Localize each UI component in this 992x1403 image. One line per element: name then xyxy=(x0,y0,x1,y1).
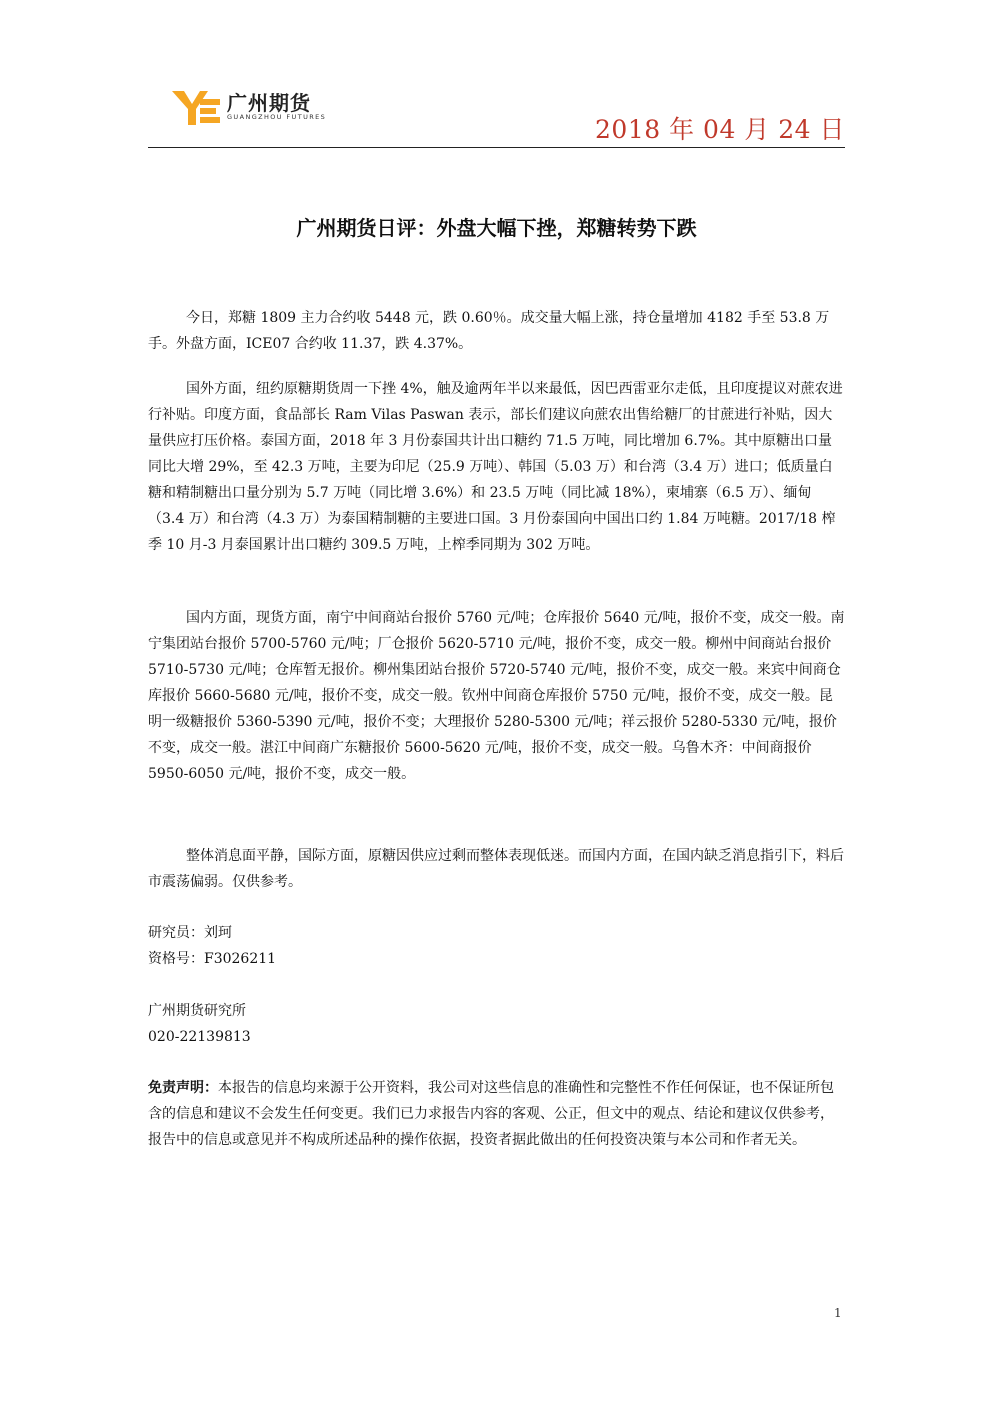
researcher-name: 研究员：刘珂 xyxy=(148,925,232,941)
logo-english-name: GUANGZHOU FUTURES xyxy=(227,113,327,121)
page-number: 1 xyxy=(834,1306,842,1320)
company-logo xyxy=(170,85,370,130)
page-header xyxy=(148,85,845,148)
paragraph-outlook: 整体消息面平静，国际方面，原糖因供应过剩而整体表现低迷。而国内方面，在国内缺乏消息指引下，料后市震荡偏弱。仅供参考。 xyxy=(148,848,844,890)
disclaimer xyxy=(148,1075,845,1153)
paragraph-overseas: 国外方面，纽约原糖期货周一下挫 4%，触及逾两年半以来最低，因巴西雷亚尔走低，且印度提议对蔗农进行补贴。印度方面，食品部长 Ram Vilas Paswan 表示，部长们建议向蔗农出售给糖厂的甘蔗进行补贴，因大量供应打压价格。泰国方面，2018 年 3 月份泰国共计出口糖约 71.5 万吨，同比增加 6.7%。其中原糖出口量同比大增 29%，至 42.3 万吨，主要为印尼（25.9 万吨）、韩国（5.03 万）和台湾（3.4 万）进口；低质量白糖和精制糖出口量分别为 5.7 万吨（同比增 3.6%）和 23.5 万吨（同比减 18%），柬埔寨（6.5 万）、缅甸（3.4 万）和台湾（4.3 万）为泰国精制糖的主要进口国。3 月份泰国向中国出口约 1.84 万吨糖。2017/18 榨季 10 月-3 月泰国累计出口糖约 309.5 万吨，上榨季同期为 302 万吨。 xyxy=(148,381,843,553)
disclaimer-label: 免责声明： xyxy=(148,1080,218,1096)
disclaimer-text: 本报告的信息均来源于公开资料，我公司对这些信息的准确性和完整性不作任何保证，也不保证所包含的信息和建议不会发生任何变更。我们已力求报告内容的客观、公正，但文中的观点、结论和建议仅供参考，报告中的信息或意见并不构成所述品种的操作依据，投资者据此做出的任何投资决策与本公司和作者无关。 xyxy=(148,1080,834,1148)
institute-phone: 020-22139813 xyxy=(148,1029,251,1045)
report-date: 2018 年 04 月 24 日 xyxy=(595,115,845,144)
paragraph-domestic-spot: 国内方面，现货方面，南宁中间商站台报价 5760 元/吨；仓库报价 5640 元/吨，报价不变，成交一般。南宁集团站台报价 5700-5760 元/吨；厂仓报价 5620-5710 元/吨，报价不变，成交一般。柳州中间商站台报价 5710-5730 元/吨；仓库暂无报价。柳州集团站台报价 5720-5740 元/吨，报价不变，成交一般。来宾中间商仓库报价 5660-5680 元/吨，报价不变，成交一般。钦州中间商仓库报价 5750 元/吨，报价不变，成交一般。昆明一级糖报价 5360-5390 元/吨，报价不变；大理报价 5280-5300 元/吨；祥云报价 5280-5330 元/吨，报价不变，成交一般。湛江中间商广东糖报价 5600-5620 元/吨，报价不变，成交一般。乌鲁木齐：中间商报价 5950-6050 元/吨，报价不变，成交一般。 xyxy=(148,610,845,782)
paragraph-market-summary: 今日，郑糖 1809 主力合约收 5448 元，跌 0.60％。成交量大幅上涨，持仓量增加 4182 手至 53.8 万手。外盘方面，ICE07 合约收 11.37，跌 4.37%。 xyxy=(148,310,830,352)
institute-name: 广州期货研究所 xyxy=(148,1003,246,1019)
report-title: 广州期货日评：外盘大幅下挫，郑糖转势下跌 xyxy=(296,216,697,240)
logo-mark-icon xyxy=(170,87,222,127)
researcher-license: 资格号：F3026211 xyxy=(148,951,277,967)
logo-chinese-name: 广州期货 xyxy=(227,91,311,115)
